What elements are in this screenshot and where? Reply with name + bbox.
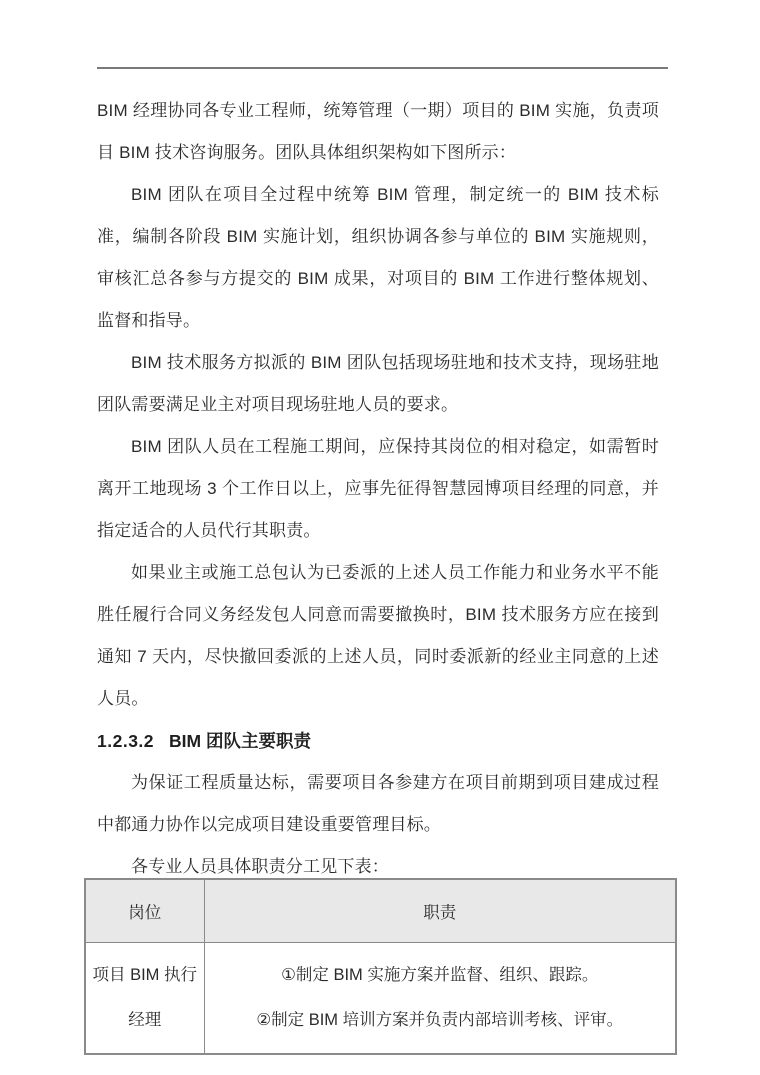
paragraph-bim-team-management: BIM 团队在项目全过程中统筹 BIM 管理，制定统一的 BIM 技术标准，编制各阶段 BIM 实施计划，组织协调各参与单位的 BIM 实施规则，审核汇总各参与方提交的 BIM 成果，对项目的 BIM 工作进行整体规划、监督和指导。 xyxy=(97,185,659,330)
paragraph-personnel-stability: BIM 团队人员在工程施工期间，应保持其岗位的相对稳定，如需暂时离开工地现场 3 个工作日以上，应事先征得智慧园博项目经理的同意，并指定适合的人员代行其职责。 xyxy=(97,437,659,540)
position-line: 项目 BIM 执行 xyxy=(92,966,197,984)
duty-item-1: ①制定 BIM 实施方案并监督、组织、跟踪。 xyxy=(281,966,599,984)
section-number: 1.2.3.2 xyxy=(97,731,155,751)
column-header-duty: 职责 xyxy=(204,879,676,943)
duty-item-2: ②制定 BIM 培训方案并负责内部培训考核、评审。 xyxy=(256,1011,624,1029)
page-header-rule xyxy=(97,67,668,69)
column-header-position: 岗位 xyxy=(85,879,204,943)
table-row xyxy=(85,943,676,1055)
paragraph-onsite-team: BIM 技术服务方拟派的 BIM 团队包括现场驻地和技术支持，现场驻地团队需要满足业主对项目现场驻地人员的要求。 xyxy=(97,353,659,414)
position-cell xyxy=(85,943,204,1055)
responsibilities-table xyxy=(84,878,677,1055)
paragraph-table-lead-in: 各专业人员具体职责分工见下表： xyxy=(131,857,389,876)
paragraph-bim-manager: BIM 经理协同各专业工程师，统筹管理（一期）项目的 BIM 实施，负责项目 BIM 技术咨询服务。团队具体组织架构如下图所示： xyxy=(97,101,659,162)
position-line: 经理 xyxy=(128,1011,162,1029)
section-title: BIM 团队主要职责 xyxy=(169,731,311,751)
section-heading xyxy=(97,720,659,762)
duty-cell xyxy=(204,943,676,1055)
document-content xyxy=(92,90,659,1055)
paragraph-replacement-policy: 如果业主或施工总包认为已委派的上述人员工作能力和业务水平不能胜任履行合同义务经发包人同意而需要撤换时，BIM 技术服务方应在接到通知 7 天内，尽快撤回委派的上述人员，同时委派新的经业主同意的上述人员。 xyxy=(97,563,659,708)
table-header-row xyxy=(85,879,676,943)
paragraph-quality-goal: 为保证工程质量达标，需要项目各参建方在项目前期到项目建成过程中都通力协作以完成项目建设重要管理目标。 xyxy=(97,773,659,834)
